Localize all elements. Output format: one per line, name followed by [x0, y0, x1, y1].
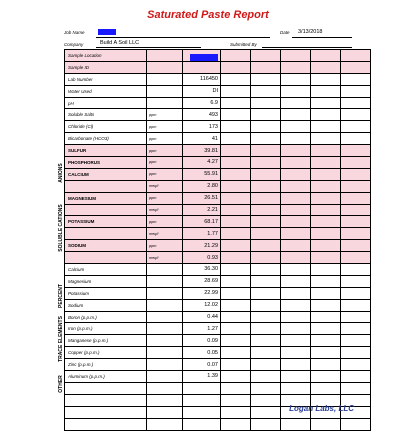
row-unit: [147, 359, 183, 371]
row-value: 173: [183, 121, 221, 133]
table-row: [65, 418, 371, 430]
empty-cell: [341, 240, 371, 252]
row-unit: [147, 73, 183, 85]
table-row: [65, 157, 371, 169]
table-row: [65, 275, 371, 287]
empty-cell: [251, 299, 281, 311]
empty-cell: [251, 382, 281, 394]
empty-cell: [281, 192, 311, 204]
empty-cell: [311, 299, 341, 311]
row-unit: ppm: [147, 133, 183, 145]
empty-cell: [221, 216, 251, 228]
table-row: [65, 335, 371, 347]
sample-location-redaction: [190, 54, 218, 61]
empty-cell: [221, 240, 251, 252]
row-unit: [147, 50, 183, 62]
empty-cell: [221, 61, 251, 73]
table-row: [65, 240, 371, 252]
empty-cell: [341, 228, 371, 240]
row-label: Sample ID: [65, 61, 147, 73]
row-label: Lab Number: [65, 73, 147, 85]
row-label: Water Used: [65, 85, 147, 97]
row-label: [65, 394, 147, 406]
empty-cell: [251, 371, 281, 383]
empty-cell: [251, 275, 281, 287]
empty-cell: [311, 204, 341, 216]
empty-cell: [341, 121, 371, 133]
section-anions: ANIONS: [58, 163, 64, 183]
row-label: MAGNESIUM: [65, 192, 147, 204]
row-label: SODIUM: [65, 240, 147, 252]
empty-cell: [311, 61, 341, 73]
empty-cell: [281, 216, 311, 228]
empty-cell: [341, 359, 371, 371]
row-label: Sodium: [65, 299, 147, 311]
empty-cell: [311, 157, 341, 169]
row-value: 6.9: [183, 97, 221, 109]
row-label: PHOSPHORUS: [65, 157, 147, 169]
empty-cell: [281, 347, 311, 359]
empty-cell: [281, 109, 311, 121]
empty-cell: [251, 228, 281, 240]
empty-cell: [311, 73, 341, 85]
row-label: CALCIUM: [65, 168, 147, 180]
empty-cell: [341, 323, 371, 335]
table-row: [65, 145, 371, 157]
row-unit: [147, 382, 183, 394]
row-label: Iron (p.p.m.): [65, 323, 147, 335]
empty-cell: [281, 133, 311, 145]
empty-cell: [311, 240, 341, 252]
empty-cell: [251, 204, 281, 216]
empty-cell: [221, 145, 251, 157]
empty-cell: [221, 299, 251, 311]
row-value: 0.44: [183, 311, 221, 323]
submitted-by-underline: [262, 47, 352, 48]
empty-cell: [311, 287, 341, 299]
row-value: 22.99: [183, 287, 221, 299]
row-unit: meq/l: [147, 228, 183, 240]
row-unit: ppm: [147, 157, 183, 169]
table-row: [65, 323, 371, 335]
empty-cell: [341, 264, 371, 276]
row-unit: ppm: [147, 109, 183, 121]
report-title: Saturated Paste Report: [147, 9, 269, 21]
table-row: [65, 180, 371, 192]
empty-cell: [251, 121, 281, 133]
empty-cell: [311, 180, 341, 192]
row-label: [65, 382, 147, 394]
empty-cell: [341, 145, 371, 157]
empty-cell: [221, 121, 251, 133]
empty-cell: [311, 109, 341, 121]
table-row: [65, 287, 371, 299]
empty-cell: [251, 335, 281, 347]
empty-cell: [251, 73, 281, 85]
table-row: [65, 311, 371, 323]
row-label: Bicarbonate (HCO3): [65, 133, 147, 145]
empty-cell: [251, 347, 281, 359]
empty-cell: [281, 180, 311, 192]
row-value: 116450: [183, 73, 221, 85]
row-value: 0.09: [183, 335, 221, 347]
empty-cell: [311, 418, 341, 430]
empty-cell: [311, 311, 341, 323]
empty-cell: [281, 50, 311, 62]
empty-cell: [311, 216, 341, 228]
row-unit: ppm: [147, 216, 183, 228]
row-unit: [147, 311, 183, 323]
empty-cell: [281, 382, 311, 394]
empty-cell: [341, 192, 371, 204]
row-value: 39.81: [183, 145, 221, 157]
job-name-label: Job Name: [64, 30, 85, 35]
row-label: [65, 228, 147, 240]
row-unit: [147, 394, 183, 406]
row-value: 1.27: [183, 323, 221, 335]
row-label: SULFUR: [65, 145, 147, 157]
empty-cell: [221, 264, 251, 276]
table-row: [65, 216, 371, 228]
empty-cell: [281, 311, 311, 323]
row-label: [65, 204, 147, 216]
table-row: [65, 359, 371, 371]
empty-cell: [341, 382, 371, 394]
row-unit: [147, 264, 183, 276]
row-value: 41: [183, 133, 221, 145]
empty-cell: [221, 85, 251, 97]
empty-cell: [221, 359, 251, 371]
empty-cell: [251, 240, 281, 252]
empty-cell: [281, 287, 311, 299]
empty-cell: [281, 240, 311, 252]
empty-cell: [251, 264, 281, 276]
empty-cell: [281, 252, 311, 264]
empty-cell: [281, 299, 311, 311]
row-unit: [147, 323, 183, 335]
empty-cell: [311, 228, 341, 240]
row-unit: ppm: [147, 192, 183, 204]
empty-cell: [251, 394, 281, 406]
row-unit: [147, 335, 183, 347]
row-value: 68.17: [183, 216, 221, 228]
row-value: DI: [183, 85, 221, 97]
job-name-redaction: [98, 29, 116, 35]
table-row: [65, 168, 371, 180]
empty-cell: [281, 228, 311, 240]
section-other: OTHER: [58, 375, 64, 393]
empty-cell: [221, 252, 251, 264]
table-row: [65, 299, 371, 311]
row-label: Potassium: [65, 287, 147, 299]
empty-cell: [281, 335, 311, 347]
empty-cell: [341, 168, 371, 180]
row-unit: ppm: [147, 121, 183, 133]
table-row: [65, 121, 371, 133]
table-row: [65, 85, 371, 97]
row-label: [65, 180, 147, 192]
company-underline: [96, 47, 201, 48]
date-label: Date: [280, 30, 290, 35]
date-underline: [292, 37, 352, 38]
empty-cell: [311, 168, 341, 180]
row-unit: [147, 347, 183, 359]
empty-cell: [341, 50, 371, 62]
row-unit: [147, 418, 183, 430]
job-name-underline: [96, 37, 270, 38]
row-unit: [147, 97, 183, 109]
row-value: 2.80: [183, 180, 221, 192]
empty-cell: [341, 97, 371, 109]
empty-cell: [311, 335, 341, 347]
empty-cell: [281, 323, 311, 335]
row-unit: [147, 371, 183, 383]
table-row: [65, 192, 371, 204]
empty-cell: [281, 97, 311, 109]
empty-cell: [251, 192, 281, 204]
empty-cell: [251, 216, 281, 228]
empty-cell: [221, 180, 251, 192]
empty-cell: [311, 359, 341, 371]
empty-cell: [251, 252, 281, 264]
empty-cell: [311, 121, 341, 133]
empty-cell: [251, 406, 281, 418]
row-value: 493: [183, 109, 221, 121]
table-row: [65, 347, 371, 359]
submitted-by-label: Submitted By: [230, 42, 257, 47]
empty-cell: [341, 299, 371, 311]
row-value: 55.91: [183, 168, 221, 180]
empty-cell: [281, 264, 311, 276]
empty-cell: [311, 252, 341, 264]
empty-cell: [311, 133, 341, 145]
empty-cell: [221, 406, 251, 418]
section-trace-elements: TRACE ELEMENTS: [58, 316, 64, 362]
empty-cell: [281, 275, 311, 287]
empty-cell: [311, 97, 341, 109]
empty-cell: [311, 85, 341, 97]
row-value: 21.29: [183, 240, 221, 252]
row-label: POTASSIUM: [65, 216, 147, 228]
empty-cell: [251, 168, 281, 180]
row-label: Magnesium: [65, 275, 147, 287]
row-value: 0.07: [183, 359, 221, 371]
empty-cell: [281, 359, 311, 371]
empty-cell: [311, 371, 341, 383]
row-value: 36.30: [183, 264, 221, 276]
empty-cell: [281, 168, 311, 180]
row-unit: ppm: [147, 240, 183, 252]
empty-cell: [221, 204, 251, 216]
empty-cell: [221, 97, 251, 109]
empty-cell: [221, 394, 251, 406]
row-unit: [147, 406, 183, 418]
row-value: [183, 406, 221, 418]
empty-cell: [281, 371, 311, 383]
empty-cell: [311, 264, 341, 276]
empty-cell: [341, 347, 371, 359]
row-value: 1.39: [183, 371, 221, 383]
empty-cell: [281, 73, 311, 85]
row-label: Soluble Salts: [65, 109, 147, 121]
row-unit: ppm: [147, 168, 183, 180]
empty-cell: [281, 418, 311, 430]
empty-cell: [251, 85, 281, 97]
company-label: Company: [64, 42, 84, 47]
empty-cell: [281, 145, 311, 157]
empty-cell: [251, 157, 281, 169]
row-unit: [147, 287, 183, 299]
empty-cell: [221, 382, 251, 394]
empty-cell: [221, 311, 251, 323]
table-row: [65, 109, 371, 121]
row-label: Zinc (p.p.m.): [65, 359, 147, 371]
empty-cell: [251, 50, 281, 62]
empty-cell: [281, 157, 311, 169]
row-label: Manganese (p.p.m.): [65, 335, 147, 347]
empty-cell: [251, 311, 281, 323]
table-row: [65, 371, 371, 383]
row-value: 12.02: [183, 299, 221, 311]
empty-cell: [311, 50, 341, 62]
table-row: [65, 252, 371, 264]
empty-cell: [281, 121, 311, 133]
section-percent: PERCENT: [58, 284, 64, 308]
table-row: [65, 133, 371, 145]
row-value: [183, 382, 221, 394]
row-label: Chloride (Cl): [65, 121, 147, 133]
row-value: [183, 61, 221, 73]
empty-cell: [221, 192, 251, 204]
empty-cell: [311, 382, 341, 394]
empty-cell: [221, 168, 251, 180]
empty-cell: [341, 371, 371, 383]
empty-cell: [251, 97, 281, 109]
empty-cell: [221, 347, 251, 359]
table-row: [65, 382, 371, 394]
date-value: 3/13/2018: [298, 29, 323, 35]
empty-cell: [251, 323, 281, 335]
row-unit: [147, 299, 183, 311]
empty-cell: [341, 61, 371, 73]
row-label: [65, 252, 147, 264]
empty-cell: [251, 180, 281, 192]
row-value: 4.27: [183, 157, 221, 169]
empty-cell: [311, 145, 341, 157]
row-label: Copper (p.p.m.): [65, 347, 147, 359]
results-table: [64, 49, 371, 431]
empty-cell: [311, 323, 341, 335]
empty-cell: [251, 287, 281, 299]
table-row: [65, 228, 371, 240]
empty-cell: [341, 311, 371, 323]
empty-cell: [221, 287, 251, 299]
row-label: Boron (p.p.m.): [65, 311, 147, 323]
empty-cell: [221, 371, 251, 383]
row-unit: [147, 61, 183, 73]
empty-cell: [341, 287, 371, 299]
row-value: 26.51: [183, 192, 221, 204]
table-row: [65, 61, 371, 73]
table-row: [65, 204, 371, 216]
row-value: 28.69: [183, 275, 221, 287]
empty-cell: [341, 133, 371, 145]
row-value: 0.93: [183, 252, 221, 264]
company-value: Build A Soil LLC: [100, 40, 140, 46]
empty-cell: [311, 275, 341, 287]
row-label: Aluminum (p.p.m.): [65, 371, 147, 383]
empty-cell: [341, 252, 371, 264]
empty-cell: [341, 204, 371, 216]
empty-cell: [341, 335, 371, 347]
table-row: [65, 73, 371, 85]
row-value: [183, 418, 221, 430]
empty-cell: [341, 109, 371, 121]
row-label: pH: [65, 97, 147, 109]
empty-cell: [281, 85, 311, 97]
empty-cell: [251, 109, 281, 121]
row-label: [65, 418, 147, 430]
row-value: 1.77: [183, 228, 221, 240]
row-unit: meq/l: [147, 204, 183, 216]
table-row: [65, 264, 371, 276]
empty-cell: [221, 335, 251, 347]
table-row: [65, 97, 371, 109]
empty-cell: [251, 418, 281, 430]
empty-cell: [281, 204, 311, 216]
empty-cell: [221, 275, 251, 287]
empty-cell: [221, 228, 251, 240]
empty-cell: [221, 133, 251, 145]
row-value: 0.05: [183, 347, 221, 359]
empty-cell: [341, 73, 371, 85]
empty-cell: [341, 275, 371, 287]
empty-cell: [251, 61, 281, 73]
empty-cell: [341, 180, 371, 192]
empty-cell: [281, 61, 311, 73]
empty-cell: [221, 157, 251, 169]
row-label: [65, 406, 147, 418]
empty-cell: [311, 347, 341, 359]
row-value: [183, 394, 221, 406]
empty-cell: [221, 323, 251, 335]
empty-cell: [221, 50, 251, 62]
empty-cell: [341, 216, 371, 228]
row-value: 2.21: [183, 204, 221, 216]
empty-cell: [341, 85, 371, 97]
row-unit: ppm: [147, 145, 183, 157]
empty-cell: [341, 418, 371, 430]
empty-cell: [251, 359, 281, 371]
row-label: Sample Location: [65, 50, 147, 62]
empty-cell: [251, 133, 281, 145]
empty-cell: [341, 157, 371, 169]
footer-lab-name: Logan Labs, LLC: [289, 404, 354, 413]
row-label: Calcium: [65, 264, 147, 276]
empty-cell: [251, 145, 281, 157]
section-soluble-cations: SOLUBLE CATIONS: [58, 204, 64, 252]
empty-cell: [221, 418, 251, 430]
row-unit: meq/l: [147, 180, 183, 192]
empty-cell: [221, 73, 251, 85]
empty-cell: [221, 109, 251, 121]
row-unit: meq/l: [147, 252, 183, 264]
row-unit: [147, 275, 183, 287]
empty-cell: [311, 192, 341, 204]
row-unit: [147, 85, 183, 97]
